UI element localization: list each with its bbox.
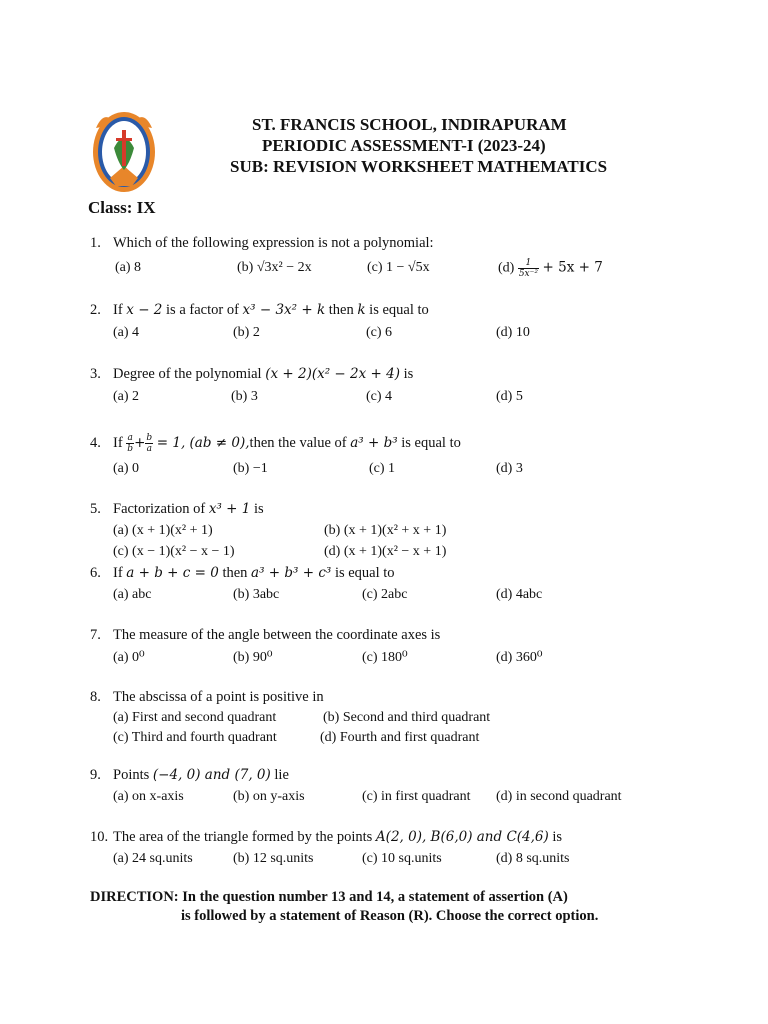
q6-option-b: (b) 3abc [233, 587, 280, 602]
question-3: 3. Degree of the polynomial (x + 2)(x² − 2x + 4) is [90, 366, 414, 382]
q6-option-c: (c) 2abc [362, 587, 408, 602]
subject-title: SUB: REVISION WORKSHEET MATHEMATICS [230, 157, 608, 176]
q3-option-d: (d) 5 [496, 389, 523, 404]
direction-line-2: is followed by a statement of Reason (R). Choose the correct option. [181, 908, 599, 924]
q3-option-a: (a) 2 [113, 389, 140, 404]
q2-option-d: (d) 10 [496, 325, 530, 340]
q2-option-c: (c) 6 [366, 325, 393, 340]
q8-option-d: (d) Fourth and first quadrant [320, 730, 480, 745]
q5-option-d: (d) (x + 1)(x² − x + 1) [324, 544, 447, 559]
q4-option-c: (c) 1 [369, 461, 396, 476]
q9-option-c: (c) in first quadrant [362, 789, 471, 804]
school-logo-icon [90, 108, 158, 196]
q4-option-b: (b) −1 [233, 461, 268, 476]
q7-option-d: (d) 360⁰ [496, 650, 543, 665]
q9-option-b: (b) on y-axis [233, 789, 305, 804]
q10-option-c: (c) 10 sq.units [362, 851, 442, 866]
question-2: 2. If x − 2 is a factor of x³ − 3x² + k then k is equal to [90, 302, 429, 318]
q10-option-b: (b) 12 sq.units [233, 851, 314, 866]
q1-option-a: (a) 8 [115, 260, 142, 275]
q5-option-c: (c) (x − 1)(x² − x − 1) [113, 544, 235, 559]
q5-option-b: (b) (x + 1)(x² + x + 1) [324, 523, 447, 538]
q2-option-a: (a) 4 [113, 325, 140, 340]
direction-line-1: DIRECTION: In the question number 13 and 14, a statement of assertion (A) [90, 889, 568, 905]
class-label: Class: IX [88, 198, 156, 217]
q1-fraction: $\frac{1}{\text{5x⁻²}}$ [518, 258, 538, 279]
q3-option-b: (b) 3 [231, 389, 258, 404]
q6-option-d: (d) 4abc [496, 587, 543, 602]
q2-option-b: (b) 2 [233, 325, 260, 340]
q8-option-a: (a) First and second quadrant [113, 710, 277, 725]
q10-option-a: (a) 24 sq.units [113, 851, 193, 866]
q1-option-c: (c) 1 − √5x [367, 260, 430, 275]
q3-option-c: (c) 4 [366, 389, 393, 404]
q8-option-c: (c) Third and fourth quadrant [113, 730, 277, 745]
question-1: 1. Which of the following expression is not a polynomial: [90, 235, 434, 251]
q4-fraction-a-over-b: $\frac{a}{b}$ [127, 433, 134, 454]
q10-option-d: (d) 8 sq.units [496, 851, 570, 866]
question-5: 5. Factorization of x³ + 1 is [90, 501, 264, 517]
q7-option-b: (b) 90⁰ [233, 650, 273, 665]
question-9: 9. Points (−4, 0) and (7, 0) lie [90, 767, 289, 783]
q5-option-a: (a) (x + 1)(x² + 1) [113, 523, 213, 538]
q4-option-d: (d) 3 [496, 461, 523, 476]
q8-option-b: (b) Second and third quadrant [323, 710, 491, 725]
q1-option-b: (b) √3x² − 2x [237, 260, 312, 275]
assessment-title: PERIODIC ASSESSMENT-I (2023-24) [262, 136, 546, 155]
school-name: ST. FRANCIS SCHOOL, INDIRAPURAM [252, 115, 567, 134]
q4-fraction-b-over-a: $\frac{b}{a}$ [146, 433, 153, 454]
question-7: 7. The measure of the angle between the coordinate axes is [90, 627, 441, 643]
q7-option-c: (c) 180⁰ [362, 650, 408, 665]
q7-option-a: (a) 0⁰ [113, 650, 145, 665]
question-8: 8. The abscissa of a point is positive in [90, 689, 324, 705]
question-4: 4. If $\frac{a}{b}$ + $\frac{b}{a}$ = 1, (ab ≠ 0),then the value of a³ + b³ is equal to [90, 433, 461, 454]
question-10: 10. The area of the triangle formed by the points A(2, 0), B(6,0) and C(4,6) is [90, 829, 563, 845]
q9-option-d: (d) in second quadrant [496, 789, 622, 804]
q9-option-a: (a) on x-axis [113, 789, 184, 804]
q1-option-d: (d) $\frac{1}{\text{5x⁻²}}$ + 5x + 7 [498, 258, 603, 279]
q4-option-a: (a) 0 [113, 461, 140, 476]
question-6: 6. If a + b + c = 0 then a³ + b³ + c³ is equal to [90, 565, 395, 581]
q6-option-a: (a) abc [113, 587, 152, 602]
